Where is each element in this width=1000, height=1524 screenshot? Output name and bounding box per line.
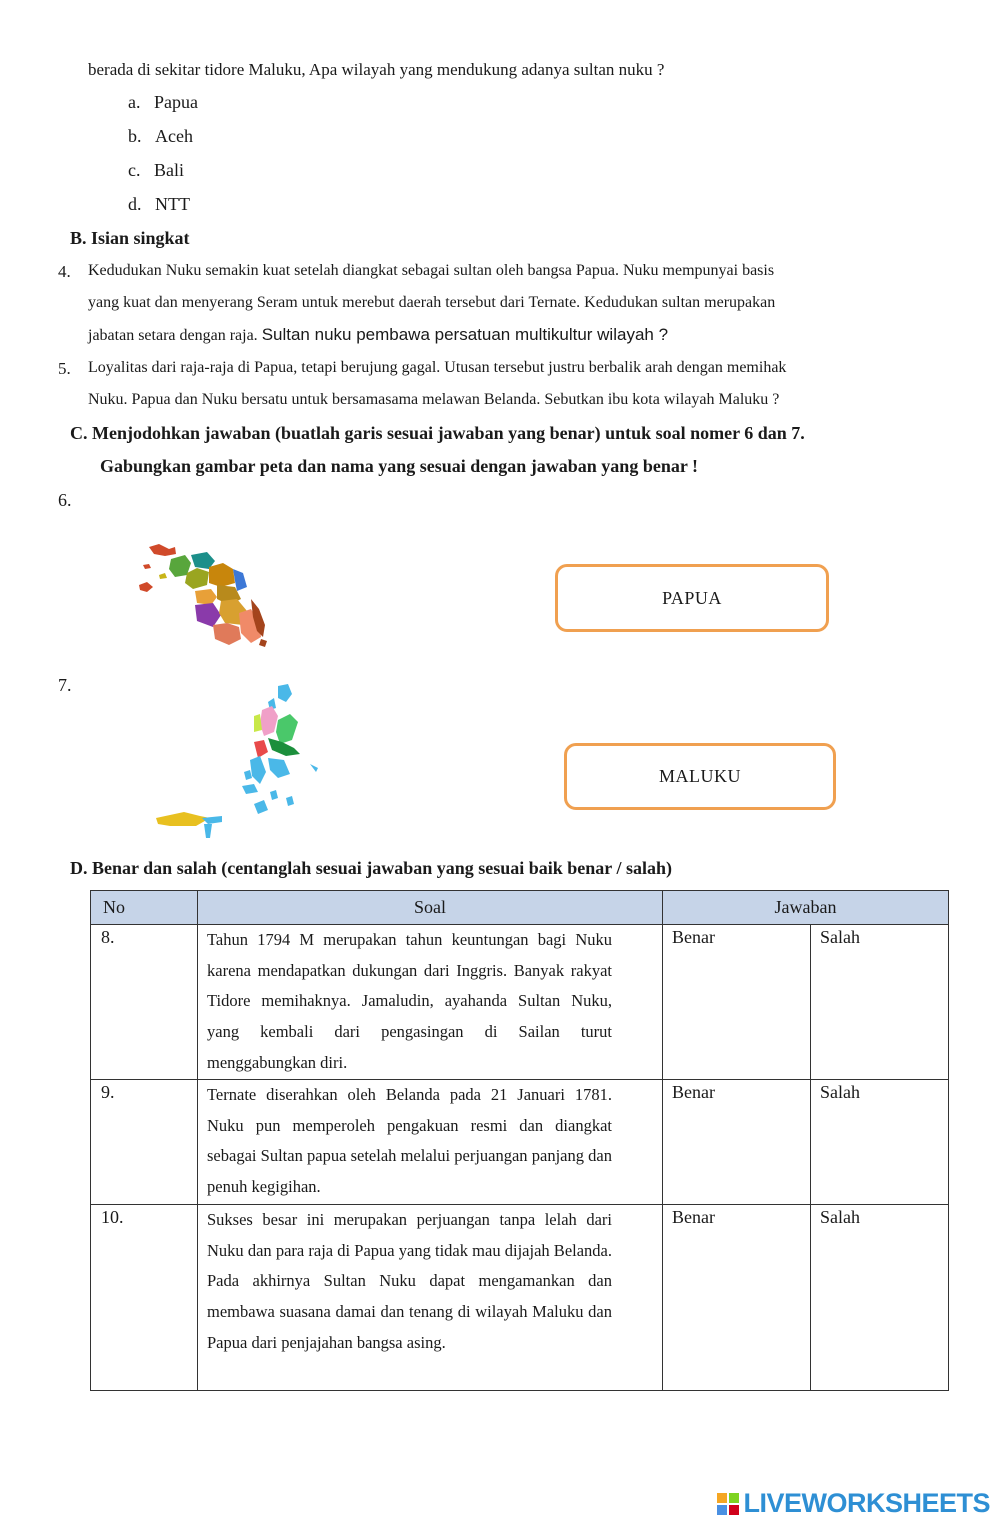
liveworksheets-logo-text: LIVEWORKSHEETS — [743, 1488, 990, 1518]
q7-number: 7. — [58, 675, 72, 695]
answer-benar[interactable]: Benar — [663, 925, 811, 1080]
maluku-map-image — [150, 680, 325, 842]
section-c-heading: C. Menjodohkan jawaban (buatlah garis sesuai jawaban yang benar) untuk soal nomer 6 dan 7. — [70, 423, 805, 443]
liveworksheets-logo-icon — [717, 1493, 739, 1515]
match-box-maluku[interactable]: MALUKU — [564, 743, 836, 810]
q4-question: Sultan nuku pembawa persatuan multikultur wilayah ? — [261, 325, 669, 344]
papua-map-image — [135, 535, 275, 647]
row-number: 8. — [91, 925, 198, 1080]
header-jawaban: Jawaban — [663, 891, 949, 925]
table-row — [91, 925, 949, 1080]
q5-line-2: Nuku. Papua dan Nuku bersatu untuk bersamasama melawan Belanda. Sebutkan ibu kota wilayah Maluku ? — [88, 391, 780, 408]
answer-benar[interactable]: Benar — [663, 1205, 811, 1391]
q5-line-1: Loyalitas dari raja-raja di Papua, tetapi berujung gagal. Utusan tersebut justru berbalik arah dengan memihak — [88, 359, 787, 376]
table-header-row — [91, 891, 949, 925]
section-c-instruction: Gabungkan gambar peta dan nama yang sesuai dengan jawaban yang benar ! — [100, 456, 698, 476]
row-question: Sukses besar ini merupakan perjuangan tanpa lelah dari Nuku dan para raja di Papua yang tidak mau dijajah Belanda. Pada akhirnya Sultan Nuku dapat mengamankan dan membawa suasana damai dan tenang di wilayah Maluku dan Papua dari penjajahan bangsa asing. — [198, 1205, 663, 1391]
row-question: Ternate diserahkan oleh Belanda pada 21 Januari 1781. Nuku pun memperoleh pengakuan resmi dan diangkat sebagai Sultan papua setelah melalui perjuangan panjang dan penuh kegigihan. — [198, 1080, 663, 1205]
q3-option-d: d. NTT — [128, 194, 190, 214]
true-false-table — [90, 890, 949, 1391]
header-soal: Soal — [198, 891, 663, 925]
section-d-heading: D. Benar dan salah (centanglah sesuai jawaban yang sesuai baik benar / salah) — [70, 858, 672, 878]
answer-benar[interactable]: Benar — [663, 1080, 811, 1205]
q4-number: 4. — [58, 262, 71, 281]
row-number: 10. — [91, 1205, 198, 1391]
q4-line-1: Kedudukan Nuku semakin kuat setelah diangkat sebagai sultan oleh bangsa Papua. Nuku mempunyai basis — [88, 262, 775, 279]
q6-number: 6. — [58, 490, 72, 510]
q4-line-2: yang kuat dan menyerang Seram untuk merebut daerah tersebut dari Ternate. Kedudukan sultan merupakan — [88, 294, 776, 311]
table-row — [91, 1205, 949, 1391]
row-question: Tahun 1794 M merupakan tahun keuntungan bagi Nuku karena mendapatkan dukungan dari Inggris. Banyak rakyat Tidore memihaknya. Jamaludin, ayahanda Sultan Nuku, yang kembali dari pengasingan di Sailan turut menggabungkan diri. — [198, 925, 663, 1080]
header-no: No — [91, 891, 198, 925]
section-b-heading: B. Isian singkat — [70, 228, 190, 248]
answer-salah[interactable]: Salah — [811, 1205, 949, 1391]
q3-option-a: a. Papua — [128, 92, 198, 112]
q3-option-c: c. Bali — [128, 160, 184, 180]
answer-salah[interactable]: Salah — [811, 1080, 949, 1205]
q3-stem: berada di sekitar tidore Maluku, Apa wilayah yang mendukung adanya sultan nuku ? — [88, 60, 665, 79]
q3-option-b: b. Aceh — [128, 126, 193, 146]
match-box-papua[interactable]: PAPUA — [555, 564, 829, 632]
answer-salah[interactable]: Salah — [811, 925, 949, 1080]
q4-line-3-text: jabatan setara dengan raja. — [88, 327, 262, 344]
q4-line-3 — [88, 325, 668, 345]
table-row — [91, 1080, 949, 1205]
row-number: 9. — [91, 1080, 198, 1205]
liveworksheets-logo — [717, 1488, 990, 1519]
q5-number: 5. — [58, 359, 71, 378]
